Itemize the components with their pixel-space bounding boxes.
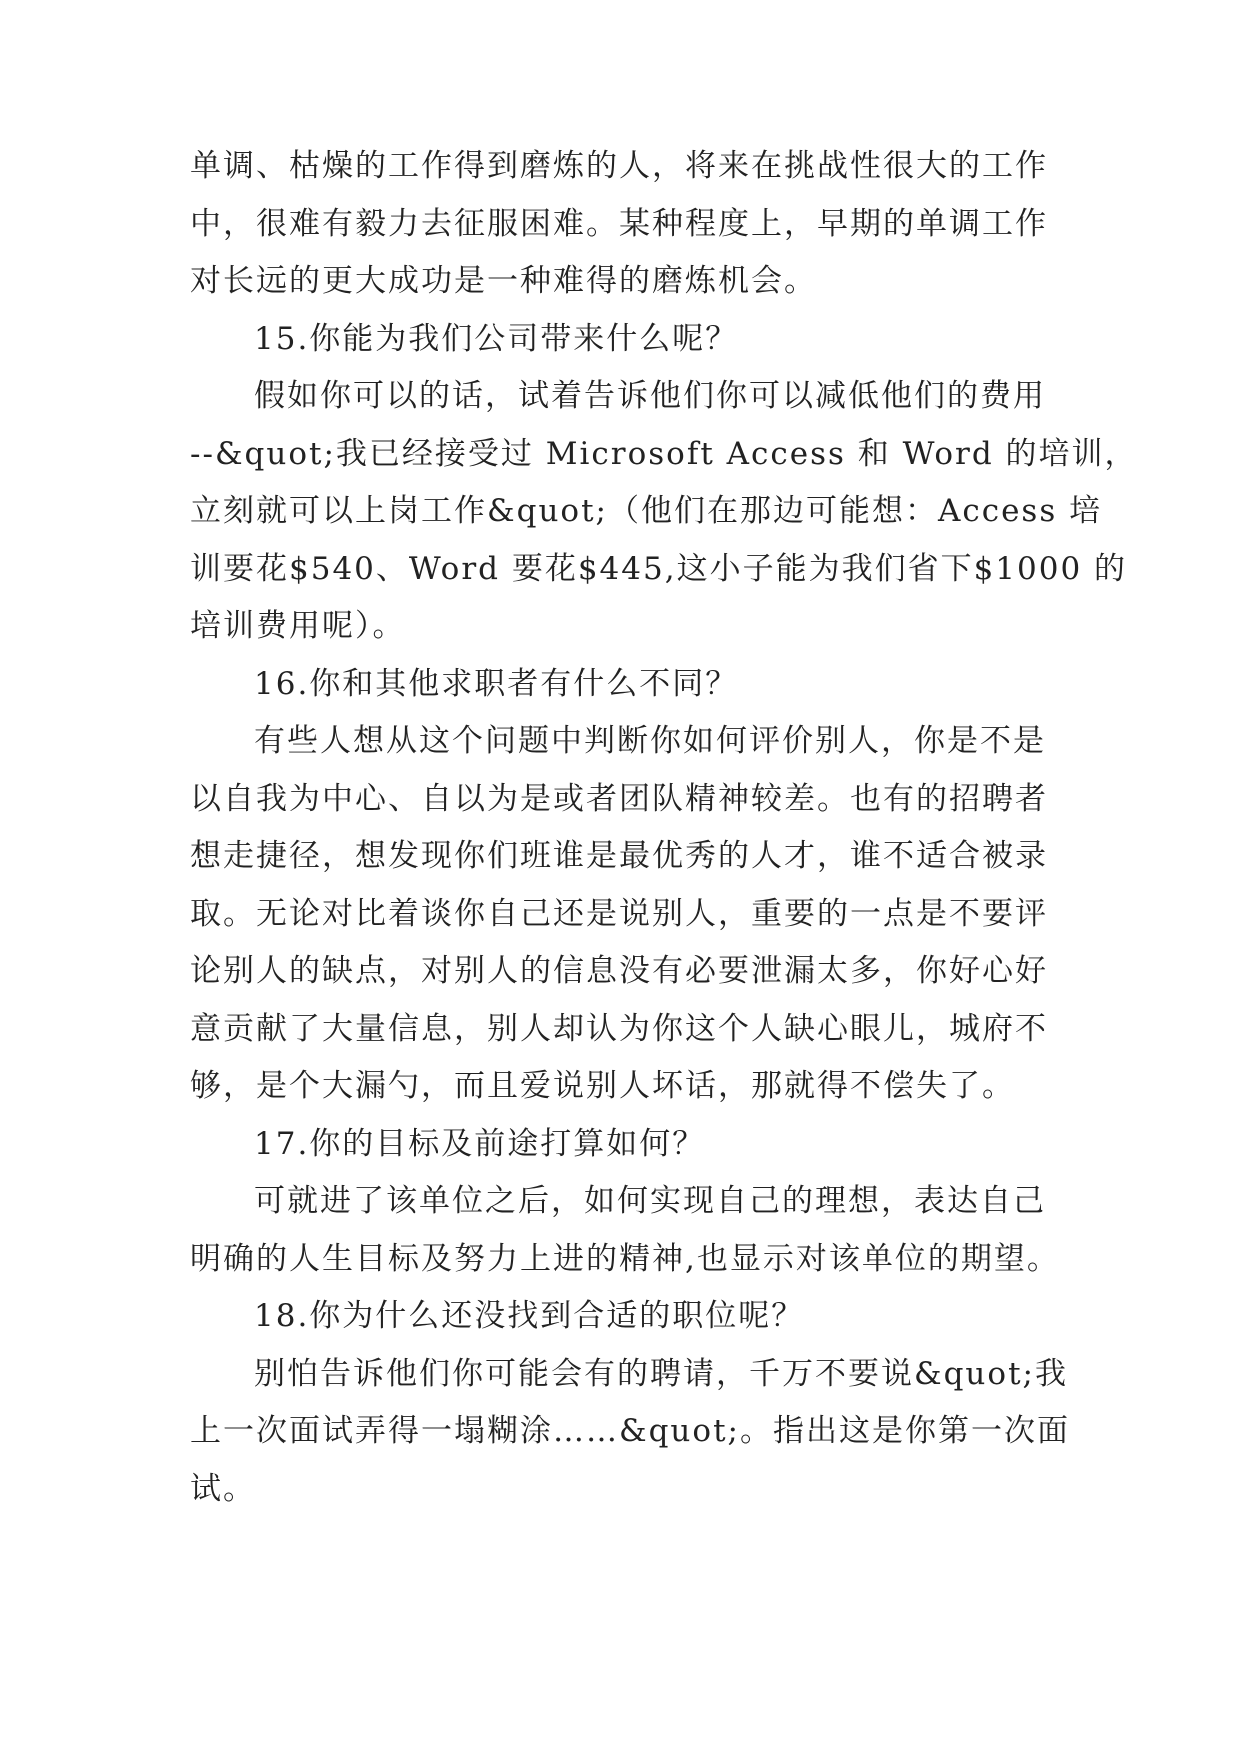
text-line: 有些人想从这个问题中判断你如何评价别人，你是不是 (254, 723, 1046, 759)
text-line: 够，是个大漏勺，而且爱说别人坏话，那就得不偿失了。 (190, 1068, 1015, 1104)
text-line: 以自我为中心、自以为是或者团队精神较差。也有的招聘者 (190, 781, 1048, 817)
text-line: 对长远的更大成功是一种难得的磨炼机会。 (190, 263, 817, 299)
text-line: 立刻就可以上岗工作&quot;（他们在那边可能想：Access 培 (190, 493, 1103, 529)
text-line: 上一次面试弄得一塌糊涂……&quot;。指出这是你第一次面 (190, 1413, 1070, 1449)
question-heading: 17.你的目标及前途打算如何？ (254, 1126, 706, 1162)
text-line: 意贡献了大量信息，别人却认为你这个人缺心眼儿，城府不 (190, 1011, 1048, 1047)
text-line: 训要花$540、Word 要花$445,这小子能为我们省下$1000 的 (190, 551, 1128, 587)
text-line: --&quot;我已经接受过 Microsoft Access 和 Word 的培训， (190, 436, 1138, 472)
text-line: 假如你可以的话，试着告诉他们你可以减低他们的费用 (254, 378, 1046, 414)
text-line: 别怕告诉他们你可能会有的聘请，千万不要说&quot;我 (254, 1356, 1068, 1392)
question-heading: 18.你为什么还没找到合适的职位呢？ (254, 1298, 805, 1334)
text-line: 单调、枯燥的工作得到磨炼的人，将来在挑战性很大的工作 (190, 148, 1048, 184)
question-heading: 16.你和其他求职者有什么不同？ (254, 666, 739, 702)
text-line: 想走捷径，想发现你们班谁是最优秀的人才，谁不适合被录 (190, 838, 1048, 874)
text-line: 试。 (190, 1471, 256, 1507)
text-line: 取。无论对比着谈你自己还是说别人，重要的一点是不要评 (190, 896, 1048, 932)
text-line: 明确的人生目标及努力上进的精神,也显示对该单位的期望。 (190, 1241, 1060, 1277)
question-heading: 15.你能为我们公司带来什么呢？ (254, 321, 739, 357)
text-line: 论别人的缺点，对别人的信息没有必要泄漏太多，你好心好 (190, 953, 1048, 989)
text-line: 可就进了该单位之后，如何实现自己的理想，表达自己 (254, 1183, 1046, 1219)
text-line: 培训费用呢）。 (190, 608, 406, 644)
text-line: 中，很难有毅力去征服困难。某种程度上，早期的单调工作 (190, 206, 1048, 242)
